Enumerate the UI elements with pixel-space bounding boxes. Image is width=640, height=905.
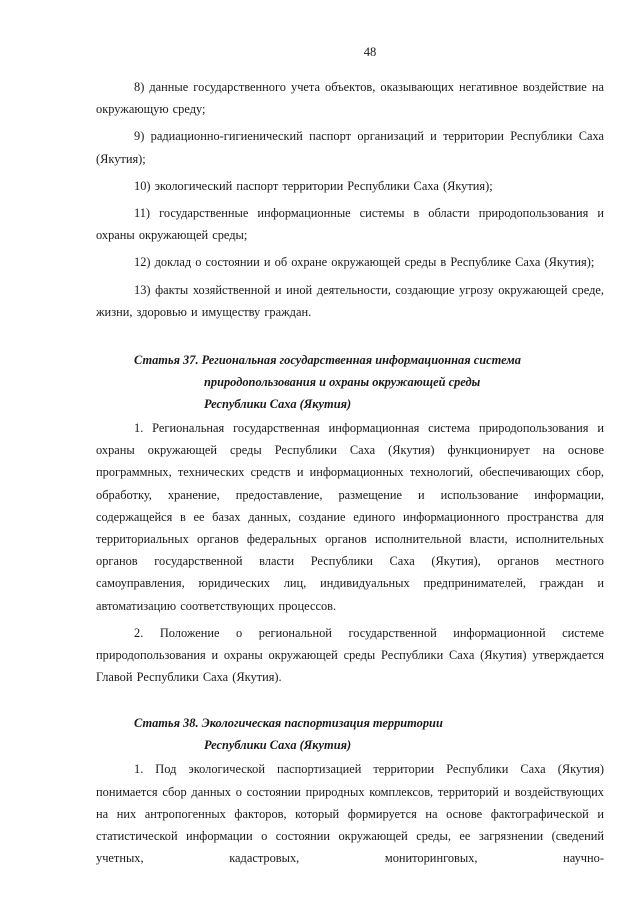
article-37-title-line: природопользования и охраны окружающей среды — [204, 375, 481, 390]
list-item: 11) государственные информационные системы в области природопользования и охраны окружающей среды; — [96, 206, 604, 243]
article-38-title-line: Статья 38. Экологическая паспортизация территории — [134, 716, 443, 731]
article-37-title-line: Статья 37. Региональная государственная информационная система — [134, 353, 521, 368]
list-item: 12) доклад о состоянии и об охране окружающей среды в Республике Саха (Якутия); — [134, 255, 595, 270]
list-item: 9) радиационно-гигиенический паспорт организаций и территории Республики Саха (Якутия); — [96, 129, 604, 166]
article-38-paragraph: 1. Под экологической паспортизацией территории Республики Саха (Якутия) понимается сбор данных о состоянии природных комплексов, территорий и воздействующих на них антропогенных факторов, который формируется на основе фактографической и статистической информации о состоянии окружающей среды, ее загрязнении (сведений учетных, кадастровых, мониторинговых, научно- — [96, 762, 604, 866]
list-item: 13) факты хозяйственной и иной деятельности, создающие угрозу окружающей среде, жизни, здоровью и имуществу граждан. — [96, 282, 604, 319]
article-38-title — [96, 712, 604, 756]
article-37-title-line: Республики Саха (Якутия) — [204, 397, 352, 412]
article-37-paragraph: 1. Региональная государственная информационная система природопользования и охраны окружающей среды Республики Саха (Якутия) функционирует на основе программных, технических средств и информационных технологий, обеспечивающих сбор, обработку, хранение, предоставление, размещение и использование информации, содержащейся в ее базах данных, создание единого информационного пространства для территориальных органов федеральных органов исполнительной власти, исполнительных органов государственной власти Республики Саха (Якутия), органов местного самоуправления, юридических лиц, индивидуальных предпринимателей, граждан и автоматизацию соответствующих процессов. — [96, 421, 604, 613]
page-number: 48 — [363, 45, 377, 59]
article-37-paragraph: 2. Положение о региональной государственной информационной системе природопользования и охраны окружающей среды Республики Саха (Якутия) утверждается Главой Республики Саха (Якутия). — [96, 625, 604, 685]
list-item: 10) экологический паспорт территории Республики Саха (Якутия); — [134, 178, 493, 193]
list-item: 8) данные государственного учета объектов, оказывающих негативное воздействие на окружающую среду; — [96, 80, 604, 117]
list-section — [96, 76, 604, 323]
article-37-title — [96, 349, 604, 415]
article-38-title-line: Республики Саха (Якутия) — [204, 738, 352, 753]
